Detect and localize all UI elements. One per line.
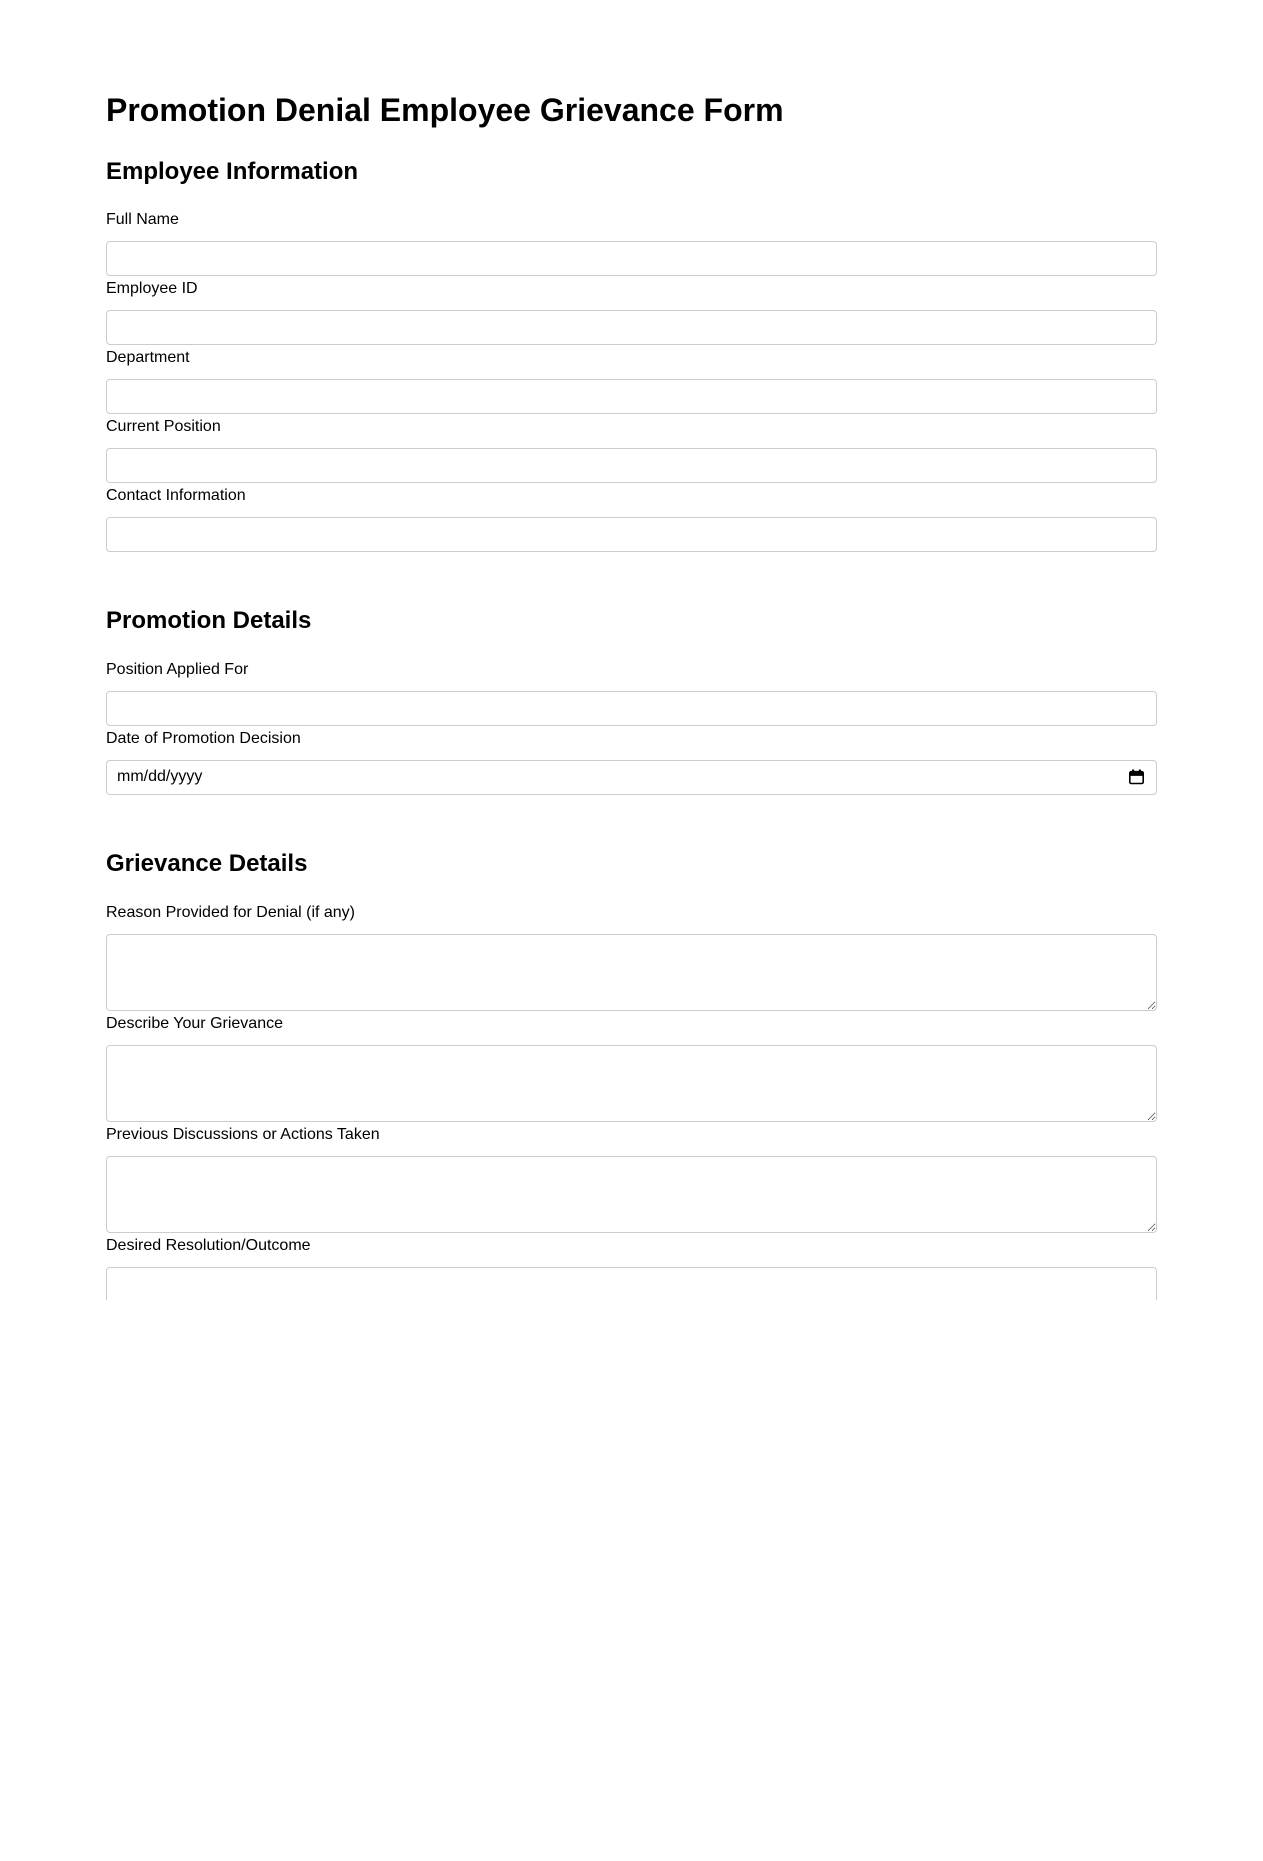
contact-information-input[interactable] bbox=[106, 517, 1157, 552]
date-of-promotion-decision-label: Date of Promotion Decision bbox=[106, 729, 301, 747]
section-heading-grievance-details: Grievance Details bbox=[106, 849, 308, 877]
reason-for-denial-label: Reason Provided for Denial (if any) bbox=[106, 903, 356, 921]
grievance-form bbox=[106, 158, 1157, 1300]
department-input[interactable] bbox=[106, 379, 1157, 414]
employee-id-label: Employee ID bbox=[106, 280, 198, 298]
calendar-icon[interactable] bbox=[1129, 770, 1144, 785]
position-applied-for-label: Position Applied For bbox=[106, 660, 249, 678]
date-field bbox=[106, 760, 1157, 795]
section-grievance-details bbox=[106, 850, 1157, 1300]
describe-grievance-label: Describe Your Grievance bbox=[106, 1014, 283, 1032]
page-title: Promotion Denial Employee Grievance Form bbox=[106, 92, 784, 128]
contact-information-label: Contact Information bbox=[106, 487, 246, 505]
full-name-input[interactable] bbox=[106, 241, 1157, 276]
previous-discussions-textarea[interactable] bbox=[106, 1156, 1157, 1233]
full-name-label: Full Name bbox=[106, 211, 179, 229]
department-label: Department bbox=[106, 349, 190, 367]
date-of-promotion-decision-input[interactable] bbox=[106, 760, 1157, 795]
previous-discussions-label: Previous Discussions or Actions Taken bbox=[106, 1125, 380, 1143]
employee-id-input[interactable] bbox=[106, 310, 1157, 345]
current-position-label: Current Position bbox=[106, 418, 221, 436]
describe-grievance-textarea[interactable] bbox=[106, 1045, 1157, 1122]
position-applied-for-input[interactable] bbox=[106, 691, 1157, 726]
current-position-input[interactable] bbox=[106, 448, 1157, 483]
section-heading-promotion-details: Promotion Details bbox=[106, 607, 312, 635]
desired-resolution-label: Desired Resolution/Outcome bbox=[106, 1236, 311, 1254]
section-employee-information bbox=[106, 158, 1157, 553]
desired-resolution-textarea[interactable] bbox=[106, 1267, 1157, 1300]
section-heading-employee-information: Employee Information bbox=[106, 157, 359, 185]
section-promotion-details bbox=[106, 607, 1157, 795]
reason-for-denial-textarea[interactable] bbox=[106, 934, 1157, 1011]
